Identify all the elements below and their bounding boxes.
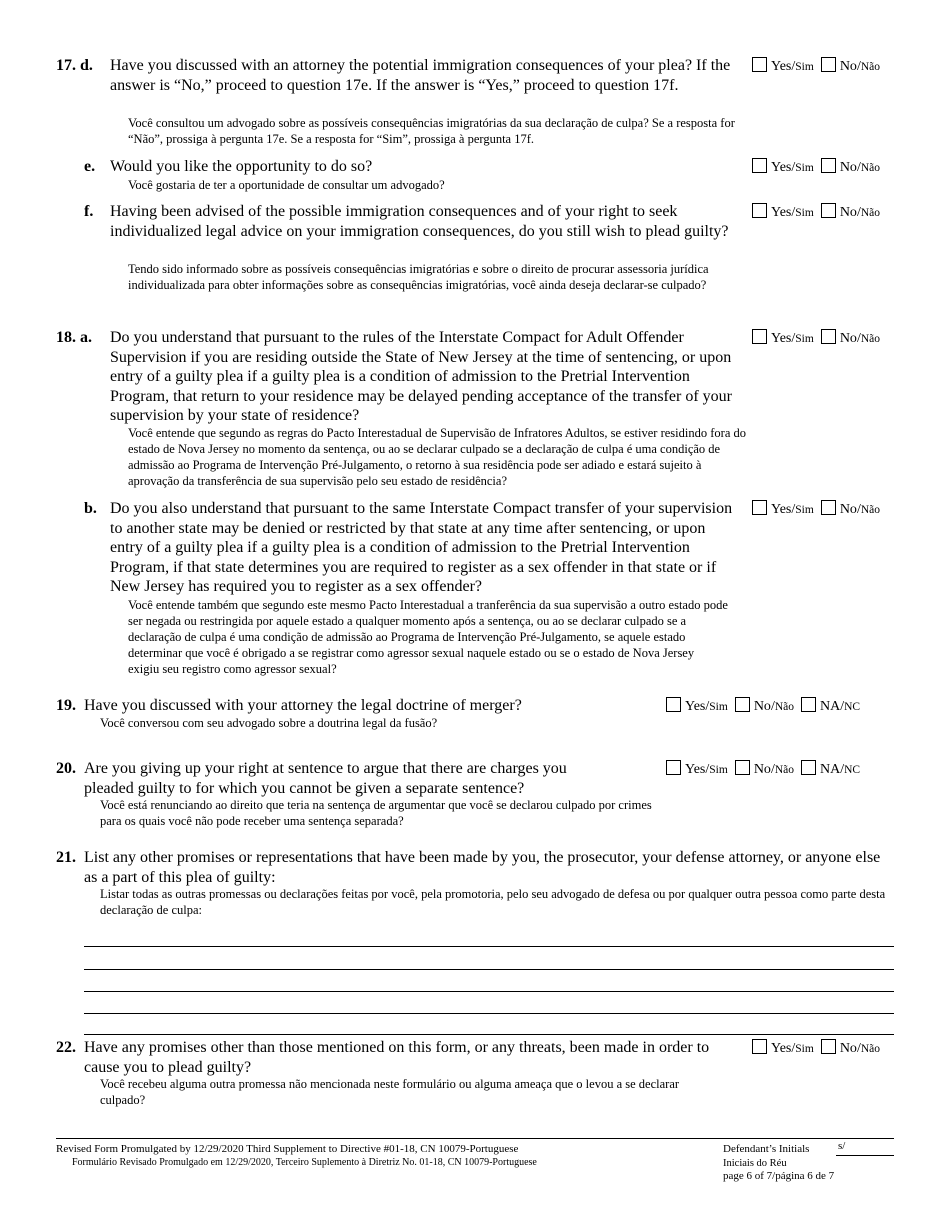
yes-option[interactable]: Yes/Sim [752,500,814,519]
question-number: 19. [56,697,76,714]
question-text: Having been advised of the possible immigration consequences and of your right to seek individualized legal advice on your immigration consequences, do you still wish to plead guilty? [110,203,729,240]
no-checkbox[interactable] [821,500,836,515]
initials-line [836,1155,894,1156]
yes-checkbox[interactable] [752,329,767,344]
no-option[interactable]: No/Não [821,203,880,222]
question-translation: Você consultou um advogado sobre as possíveis consequências imigratórias da sua declaração de culpa? Se a resposta for “Não”, prossiga à pergunta 17e. Se a resposta for “Sim”, prossiga à pergunta 17f. [128,116,735,146]
initials-label: Defendant’s Initials [723,1143,810,1155]
question-text: Do you also understand that pursuant to the same Interstate Compact transfer of your supervision to another state may be denied or restricted by that state at any time after sentencing, or upon entry of a guilty plea if a guilty plea is a condition of admission to the Pretrial Intervention Program, if that state determines you are required to register as a sex offender in that state or if New Jersey has required you to register as a sex offender? [110,500,733,595]
question-number: f. [84,203,94,220]
yes-option[interactable]: Yes/Sim [666,760,728,779]
no-checkbox[interactable] [735,697,750,712]
question-text: Have you discussed with your attorney the legal doctrine of merger? [84,697,522,714]
initials-value[interactable]: s/ [838,1140,846,1152]
question-translation: Listar todas as outras promessas ou declarações feitas por você, pela promotoria, pelo seu advogado de defesa ou por qualquer outra pessoa como parte desta declaração de culpa: [100,887,886,917]
no-checkbox[interactable] [821,158,836,173]
answer-options [666,760,860,779]
answer-line[interactable] [84,1034,894,1035]
question-number: 17. d. [56,57,93,74]
answer-options [752,1039,880,1058]
question-number: 21. [56,849,76,866]
answer-line[interactable] [84,946,894,947]
footer-revision-line-pt: Formulário Revisado Promulgado em 12/29/2020, Terceiro Suplemento à Diretriz No. 01-18, CN 10079-Portuguese [72,1157,537,1168]
answer-line[interactable] [84,991,894,992]
yes-checkbox[interactable] [752,500,767,515]
question-text: Have any promises other than those mentioned on this form, or any threats, been made in order to cause you to plead guilty? [84,1039,710,1076]
question-translation: Você entende também que segundo este mesmo Pacto Interestadual a tranferência da sua supervisão a outro estado pode ser negada ou restringida por aquele estado a qualquer momento após a sentença, ou ao se declarar culpado se a declaração de culpa é uma condição de admissão ao Programa de Intervenção Pré-Julgamento, se aquele estado determinar que você é obrigado a se registrar como agressor sexual naquele estado ou se o estado de Nova Jersey exigiu seu registro como agressor sexual? [128,598,728,676]
yes-option[interactable]: Yes/Sim [666,697,728,716]
question-text: Would you like the opportunity to do so? [110,158,373,175]
yes-option[interactable]: Yes/Sim [752,158,814,177]
question-number: b. [84,500,97,517]
yes-checkbox[interactable] [666,760,681,775]
no-option[interactable]: No/Não [821,500,880,519]
question-translation: Você está renunciando ao direito que teria na sentença de argumentar que você se declarou culpado por crimes para os quais você não pode receber uma sentença separada? [100,798,652,828]
footer-revision-line: Revised Form Promulgated by 12/29/2020 Third Supplement to Directive #01-18, CN 10079-Portuguese [56,1143,519,1155]
yes-checkbox[interactable] [752,57,767,72]
answer-line[interactable] [84,969,894,970]
no-checkbox[interactable] [735,760,750,775]
question-text: Do you understand that pursuant to the rules of the Interstate Compact for Adult Offender Supervision if you are residing outside the State of New Jersey at the time of sentencing, or upon entry of a guilty plea if a guilty plea is a condition of admission to the Pretrial Intervention Program, that return to your residence may be delayed pending acceptance of the transfer of your supervision by your state of residence? [110,329,732,424]
footer-divider [56,1138,894,1139]
question-number: 18. a. [56,329,92,346]
no-option[interactable]: No/Não [821,329,880,348]
na-checkbox[interactable] [801,697,816,712]
no-option[interactable]: No/Não [735,760,794,779]
yes-option[interactable]: Yes/Sim [752,203,814,222]
question-text: List any other promises or representations that have been made by you, the prosecutor, your defense attorney, or anyone else as a part of this plea of guilty: [84,849,881,886]
no-option[interactable]: No/Não [735,697,794,716]
no-checkbox[interactable] [821,1039,836,1054]
no-option[interactable]: No/Não [821,158,880,177]
no-checkbox[interactable] [821,329,836,344]
yes-checkbox[interactable] [752,203,767,218]
question-text: Have you discussed with an attorney the potential immigration consequences of your plea? If the answer is “No,” proceed to question 17e. If the answer is “Yes,” proceed to question 17f. [110,57,731,94]
answer-options [752,329,880,348]
yes-checkbox[interactable] [752,1039,767,1054]
yes-checkbox[interactable] [752,158,767,173]
yes-option[interactable]: Yes/Sim [752,329,814,348]
page-number: page 6 of 7/página 6 de 7 [723,1170,835,1182]
no-option[interactable]: No/Não [821,1039,880,1058]
question-translation: Você recebeu alguma outra promessa não mencionada neste formulário ou alguma ameaça que o levou a se declarar culpado? [100,1077,680,1107]
question-number: 20. [56,760,76,777]
na-option[interactable]: NA/NC [801,760,860,779]
na-option[interactable]: NA/NC [801,697,860,716]
no-checkbox[interactable] [821,57,836,72]
initials-label-pt: Iniciais do Réu [723,1158,787,1169]
question-translation: Você gostaria de ter a oportunidade de consultar um advogado? [128,178,445,192]
answer-line[interactable] [84,1013,894,1014]
question-number: 22. [56,1039,76,1056]
question-text: Are you giving up your right at sentence to argue that there are charges you pleaded guilty to for which you cannot be given a separate sentence? [84,760,567,797]
no-checkbox[interactable] [821,203,836,218]
yes-checkbox[interactable] [666,697,681,712]
answer-options [752,203,880,222]
answer-options [752,57,880,76]
no-option[interactable]: No/Não [821,57,880,76]
yes-option[interactable]: Yes/Sim [752,1039,814,1058]
question-translation: Você conversou com seu advogado sobre a doutrina legal da fusão? [100,716,438,730]
question-translation: Tendo sido informado sobre as possíveis consequências imigratórias e sobre o direito de procurar assessoria jurídica individualizada para obter informações sobre as consequências imigratórias, você ainda deseja declarar-se culpado? [128,262,709,292]
question-translation: Você entende que segundo as regras do Pacto Interestadual de Supervisão de Infratores Adultos, se estiver residindo fora do estado de Nova Jersey no momento da sentença, ou ao se declarar culpado se a declaração de culpa é uma condição de admissão ao Programa de Intervenção Pré-Julgamento, o retorno à sua residência pode ser adiado e estará sujeito à aprovação da transferência de sua supervisão pelo seu estado de residência? [128,426,746,488]
na-checkbox[interactable] [801,760,816,775]
question-number: e. [84,158,96,175]
answer-options [752,500,880,519]
yes-option[interactable]: Yes/Sim [752,57,814,76]
answer-options [752,158,880,177]
answer-options [666,697,860,716]
